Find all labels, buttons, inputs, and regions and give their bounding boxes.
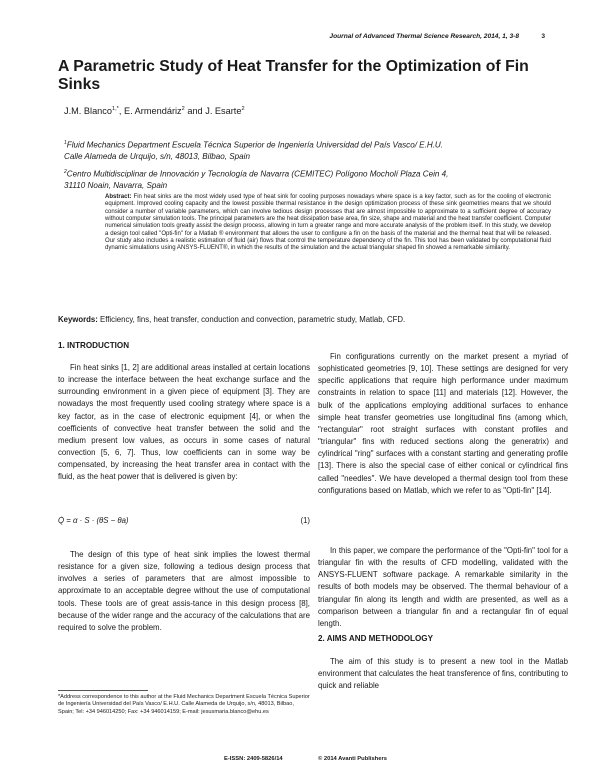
equation-number: (1) — [300, 516, 310, 525]
abstract-text: Fin heat sinks are the most widely used type of heat sink for cooling purposes nowadays where space is a key factor, such as for the cooling of electronic equipment. Improved cooling capacity and the lowest possible thermal resistance in the design optimization process of these sink geometries means that we should consider a number of variable parameters, which can involve tedious design processes that are almost impossible to approximate to a sufficient degree of accuracy without computer simulation tools. The principal parameters are the heat dissipation base area, fin size, shape and material and the heat transfer coefficient. Computer numerical simulation tools greatly assist the design process, allowing in turn a greater range and more accurate analysis of the problem itself. In this study, we develop a design tool called "Opti-fin" for a Matlab ® environment that allows the user to configure a fin on the basis of the material and the thermal heat that will be released. Our study also includes a realistic estimation of fluid (air) flows that control the temperature dependency of the fin. This tool has been validated by computational fluid dynamic simulations using ANSYS-FLUENT®, in which the results of the simulation and the actual triangular shaped fin showed a remarkable similarity. — [105, 194, 551, 252]
right-column-paragraph — [318, 656, 568, 692]
author-list — [64, 106, 245, 116]
author-name: E. Armendáriz — [123, 106, 182, 117]
abstract-label: Abstract: — [105, 194, 132, 200]
author-affiliation-mark: 2 — [181, 106, 185, 112]
running-head — [58, 33, 545, 40]
right-column-paragraph — [318, 351, 568, 497]
right-column-paragraph — [318, 545, 568, 630]
correspondence-footnote: *Address correspondence to this author at the Fluid Mechanics Department Escuela Técnica Superior de Ingeniería Universidad del País Vasco/ E.H.U. Calle Alameda de Urquijo, s/n, 48013, Bilbao, Spain; Tel: +34 946014250; Fax: +34 946014159; E-mail: jesusmaria.blanco@ehu.es — [58, 694, 310, 715]
keywords-text: Efficiency, fins, heat transfer, conduction and convection, parametric study, Matlab, CFD. — [97, 315, 406, 324]
footnote-divider — [58, 690, 148, 691]
author-separator: and — [184, 106, 206, 117]
equation-expression: Q̇ = α · S · (θS − θa) — [58, 516, 129, 525]
paragraph: Fin configurations currently on the market present a myriad of sophisticated geometries [9, 10]. These settings are designed for very specific applications that require high performance under maximum constraints in relation to space [11] and materials [12]. However, the bulk of the applications employing additional surfaces to enhance simple heat transfer geometries use longitudinal fins (among which, "rectangular" root straight surfaces with constant profiles and "triangular" fins with reduced sections along the generatrix) and cylindrical "ring" surfaces with a constant starting and generating profile [13]. There is also the special case of either conical or cylindrical fins called "needles". We have developed a thermal design tool from these configurations based on Matlab, which we refer to as "Opti-fin" [14]. — [318, 352, 568, 495]
section-heading: 1. INTRODUCTION — [58, 341, 130, 350]
keywords-label: Keywords: — [58, 315, 98, 324]
equation — [58, 516, 310, 525]
affiliation — [64, 167, 564, 191]
affiliation-line: Fluid Mechanics Department Escuela Técnica Superior de Ingeniería Universidad del País Vasco/ E.H.U. — [66, 140, 444, 150]
affiliation-line: 31110 Noain, Navarra, Spain — [64, 180, 168, 190]
intro-paragraph — [58, 362, 310, 484]
author-affiliation-mark: 1,* — [112, 106, 119, 112]
footer-issn: E-ISSN: 2409-5826/14 — [224, 756, 283, 762]
section-heading: 2. AIMS AND METHODOLOGY — [318, 634, 433, 643]
paragraph: The design of this type of heat sink implies the lowest thermal resistance for a given size, following a tedious design process that involves a series of parameters that are almost impossible to approximate to an acceptable degree without the use of computational tools. These tools are of great assis-tance in this design process [8], because of the wider range and the accuracy of the calculations that are required to solve the problem. — [58, 550, 310, 632]
author-affiliation-mark: 2 — [241, 106, 245, 112]
author-name: J. Esarte — [205, 106, 242, 117]
author-name: J.M. Blanco — [64, 106, 112, 117]
journal-citation: Journal of Advanced Thermal Science Research, 2014, 1, 3-8 — [329, 33, 519, 40]
affiliation-line: Centro Multidisciplinar de Innovación y Tecnología de Navarra (CEMITEC) Polígono Mocholí Plaza Cein 4, — [66, 169, 449, 179]
affiliation-line: Calle Alameda de Urquijo, s/n, 48013, Bilbao, Spain — [64, 151, 250, 161]
abstract — [105, 194, 551, 253]
keywords — [58, 315, 568, 324]
affiliation-number: 1 — [64, 140, 67, 146]
paragraph: In this paper, we compare the performance of the "Opti-fin" tool for a triangular fin with the results of CFD modelling, validated with the ANSYS-FLUENT software package. A remarkable similarity in the results of both models may be observed. The thermal behaviour of a triangular fin along its length and width are presented, as well as a comparison between a triangular fin and a rectangular fin of equal length. — [318, 546, 568, 628]
affiliation — [64, 138, 564, 162]
intro-paragraph — [58, 549, 310, 634]
author-separator: , — [118, 106, 124, 117]
paper-title: A Parametric Study of Heat Transfer for the Optimization of Fin Sinks — [58, 58, 529, 93]
affiliation-number: 2 — [64, 169, 67, 175]
paragraph: Fin heat sinks [1, 2] are additional areas installed at certain locations to increase the interface between the heat exchange surface and the surrounding environment in a given piece of equipment [3]. They are nowadays the most frequently used cooling strategy where space is a key factor, as in the case of electronic equipment [4], or when the coefficients of convective heat transfer between the solid and the medium present low values, as occurs in some cases of natural convection [5, 6, 7]. Thus, low coefficients can in some way be compensated, by increasing the heat transfer area in contact with the fluid, as the heat power that is delivered is given by: — [58, 363, 310, 482]
paragraph: The aim of this study is to present a new tool in the Matlab environment that calculates the heat transference of fins, contributing to quick and reliable — [318, 657, 568, 691]
footer-copyright: © 2014 Avanti Publishers — [318, 756, 387, 762]
page-number: 3 — [541, 33, 545, 40]
